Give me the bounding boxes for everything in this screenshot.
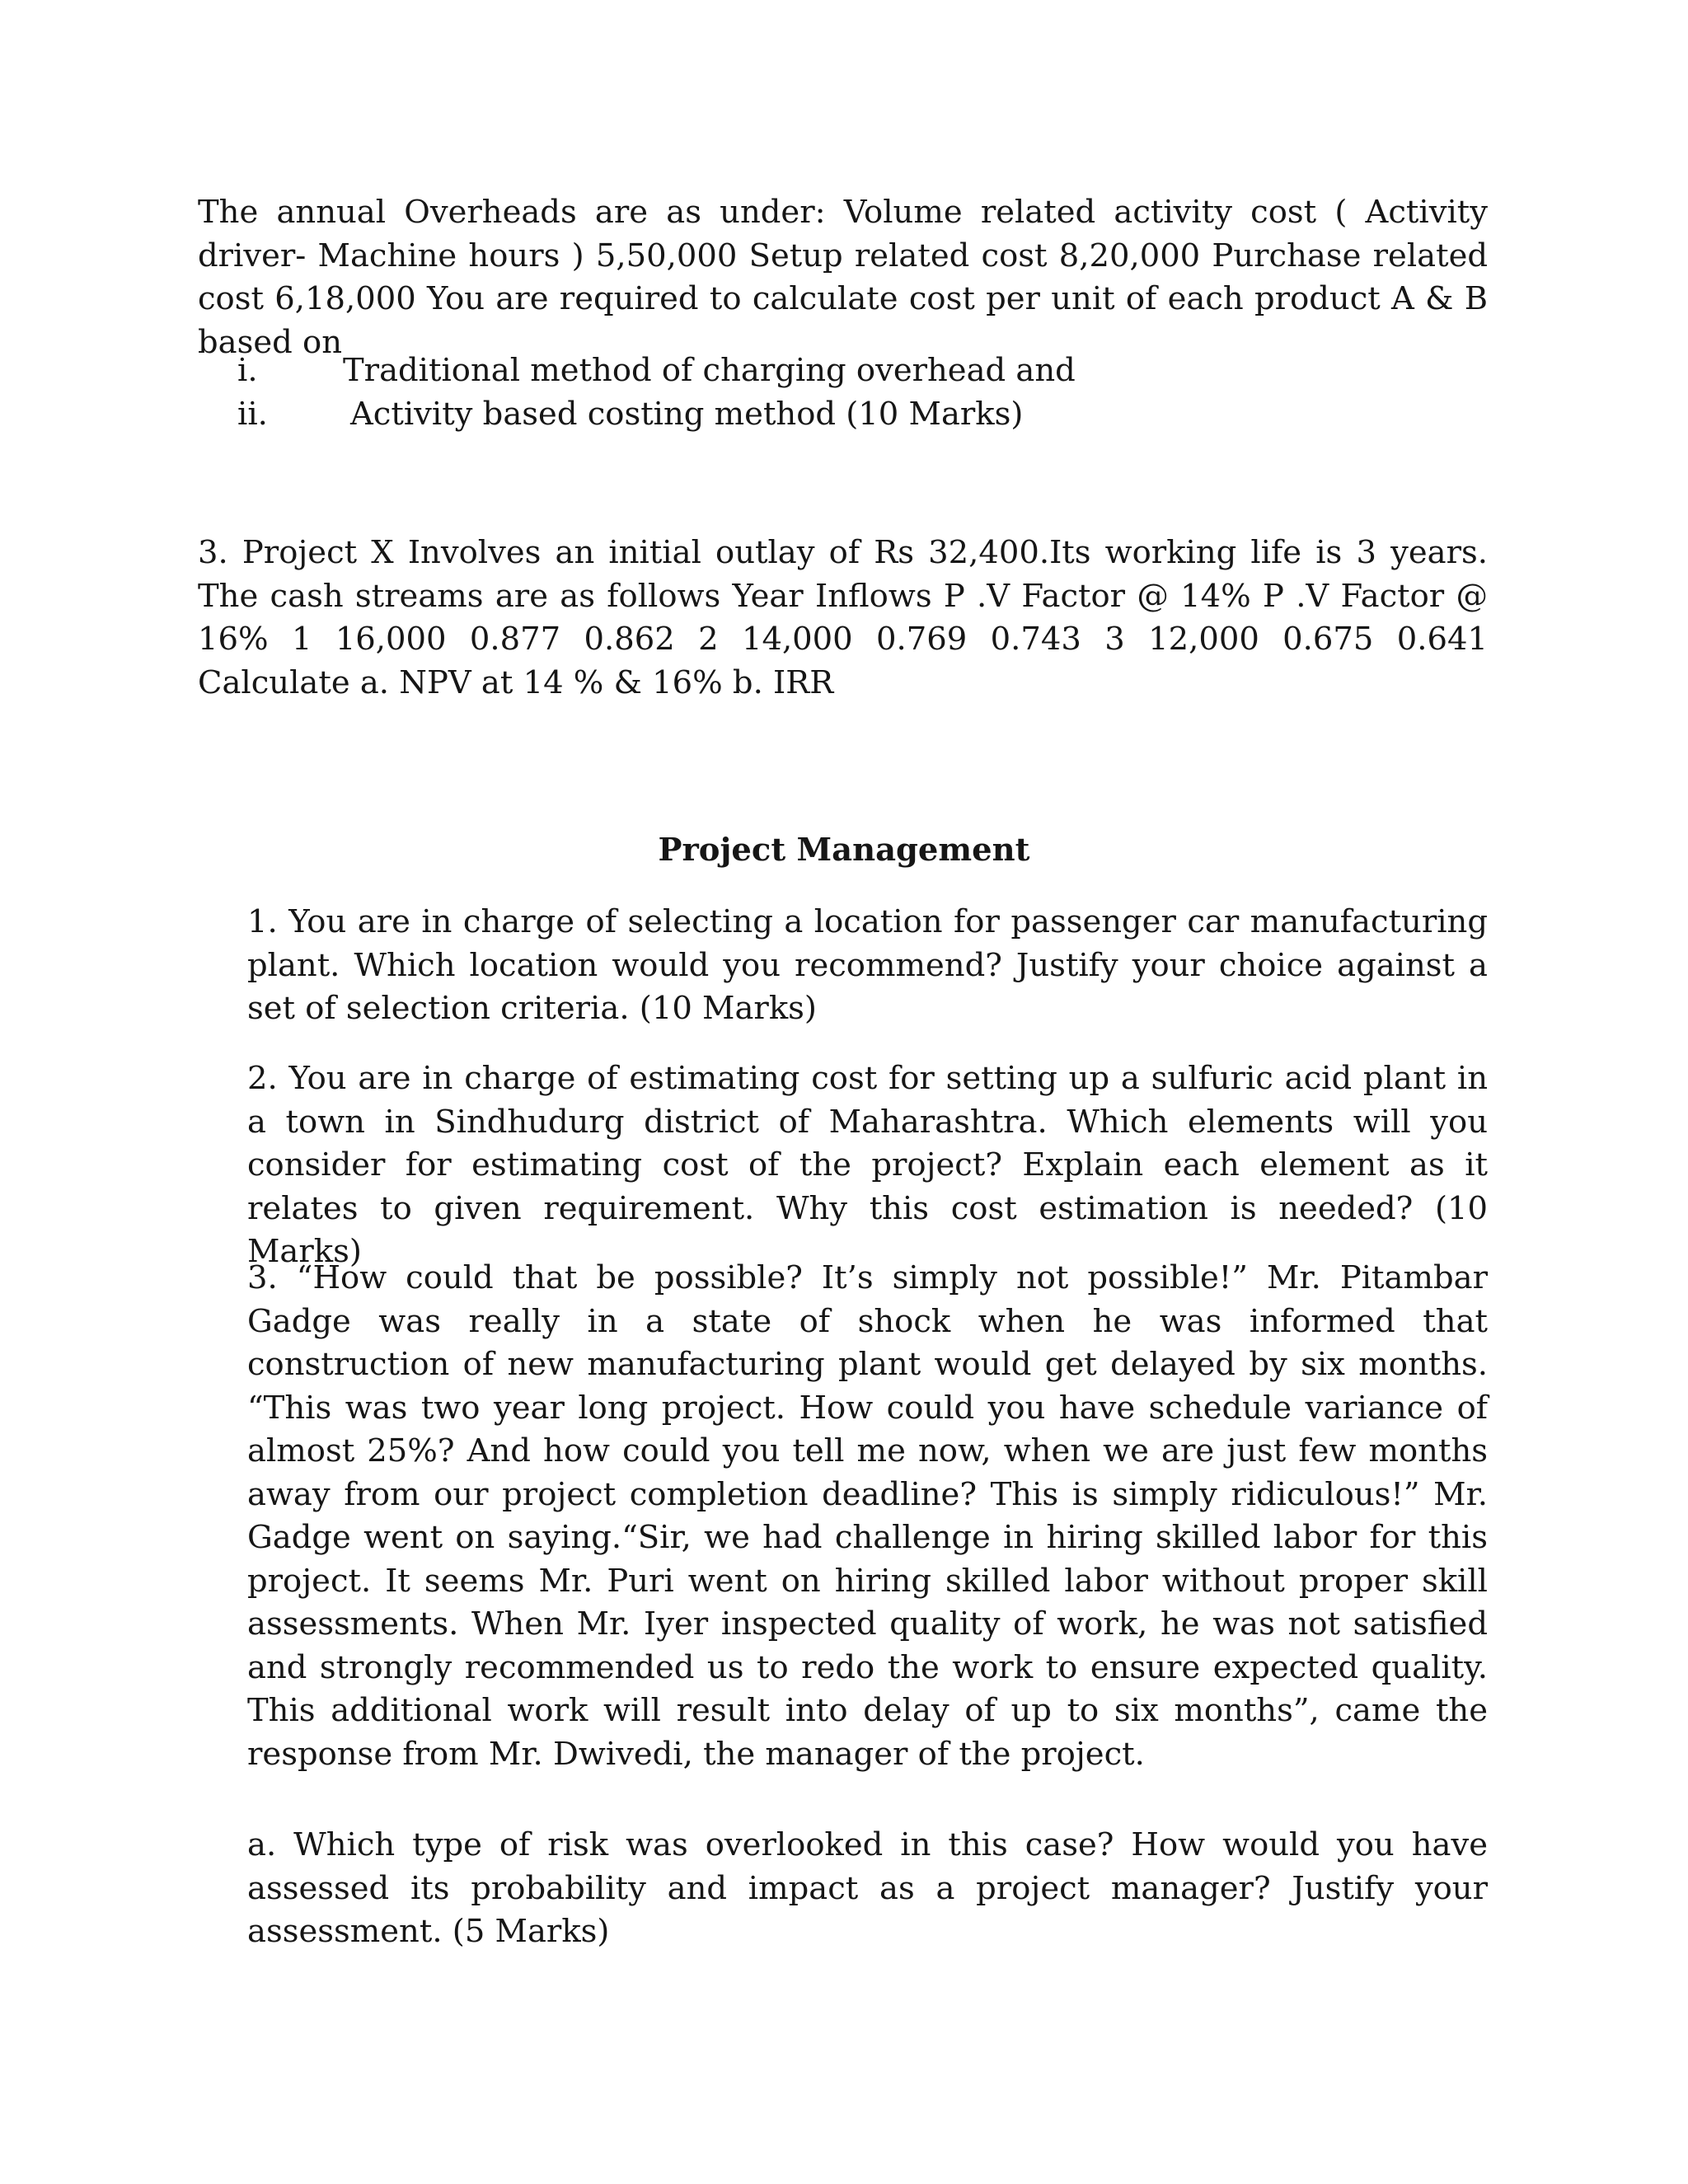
overheads-paragraph: The annual Overheads are as under: Volume related activity cost ( Activity driver- Machine hours ) 5,50,000 Setup related cost 8,20,000 Purchase related cost 6,18,000 You are required to calculate cost per unit of each product A & B based on: [198, 194, 1488, 361]
section-title: Project Management: [658, 832, 1030, 869]
case-study-paragraph: 3. “How could that be possible? It’s simply not possible!” Mr. Pitambar Gadge was really in a state of shock when he was informed that construction of new manufacturing plant would get delayed by six months. “This was two year long project. How could you have schedule variance of almost 25%? And how could you tell me now, when we are just few months away from our project completion deadline? This is simply ridiculous!” Mr. Gadge went on saying.“Sir, we had challenge in hiring skilled labor for this project. It seems Mr. Puri went on hiring skilled labor without proper skill assessments. When Mr. Iyer inspected quality of work, he was not satisfied and strongly recommended us to redo the work to ensure expected quality. This additional work will result into delay of up to six months”, came the response from Mr. Dwivedi, the manager of the project.: [247, 1259, 1488, 1773]
list-text: Traditional method of charging overhead and: [343, 352, 1076, 389]
location-question-paragraph: 1. You are in charge of selecting a location for passenger car manufacturing plant. Which location would you recommend? Justify your choice against a set of selection criteria. (10 Marks): [247, 903, 1488, 1027]
list-text: Activity based costing method (10 Marks): [350, 396, 1024, 433]
risk-question-paragraph: a. Which type of risk was overlooked in this case? How would you have assessed its probability and impact as a project manager? Justify your assessment. (5 Marks): [247, 1826, 1488, 1950]
cost-estimation-question-paragraph: 2. You are in charge of estimating cost for setting up a sulfuric acid plant in a town in Sindhudurg district of Maharashtra. Which elements will you consider for estimating cost of the project? Explain each element as it relates to given requirement. Why this cost estimation is needed? (10 Marks): [247, 1060, 1488, 1270]
npv-question-paragraph: 3. Project X Involves an initial outlay of Rs 32,400.Its working life is 3 years. The cash streams are as follows Year Inflows P .V Factor @ 14% P .V Factor @ 16% 1 16,000 0.877 0.862 2 14,000 0.769 0.743 3 12,000 0.675 0.641 Calculate a. NPV at 14 % & 16% b. IRR: [198, 534, 1488, 701]
list-numeral: i.: [237, 352, 258, 389]
list-numeral: ii.: [237, 396, 268, 433]
